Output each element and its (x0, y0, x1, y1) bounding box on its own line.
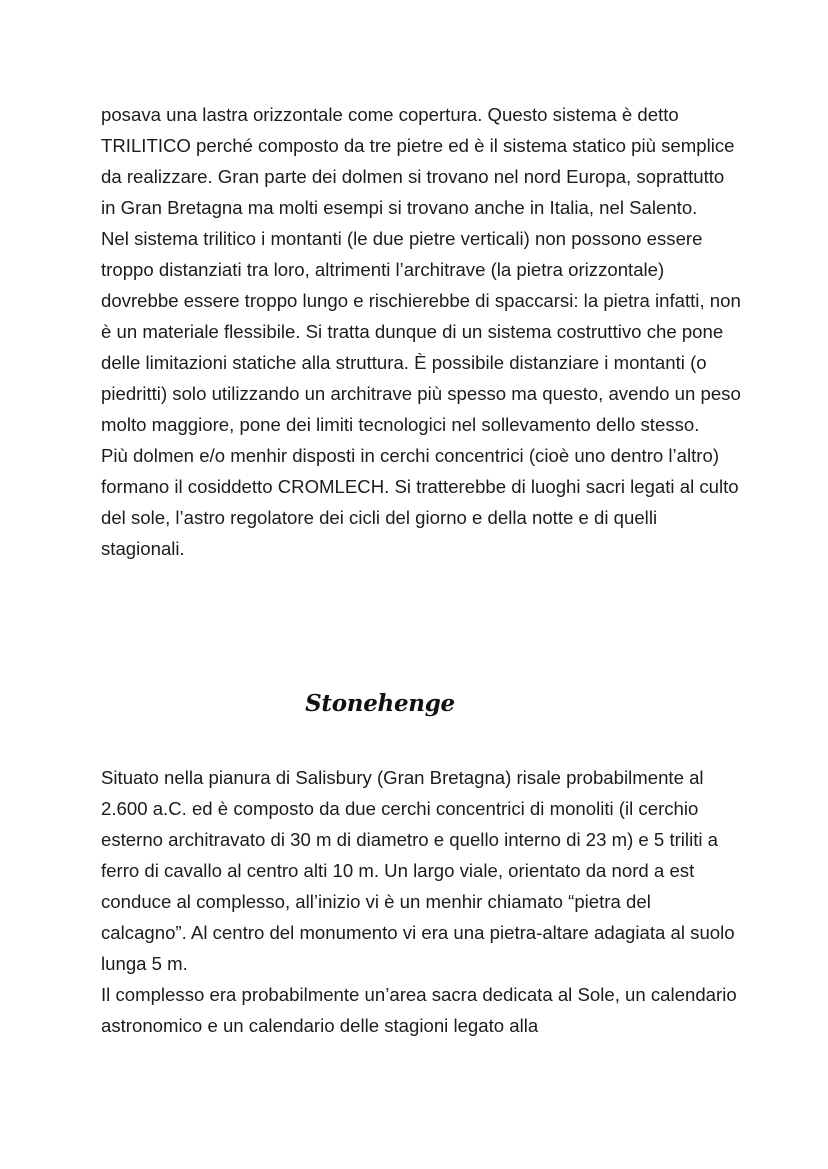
stonehenge-text-block (101, 762, 741, 1041)
paragraph-montanti: Nel sistema trilitico i montanti (le due pietre verticali) non possono essere troppo distanziati tra loro, altrimenti l’architrave (la pietra orizzontale) dovrebbe essere troppo lungo e rischierebbe di spaccarsi: la pietra infatti, non è un materiale flessibile. Si tratta dunque di un sistema costruttivo che pone delle limitazioni statiche alla struttura. È possibile distanziare i montanti (o piedritti) solo utilizzando un architrave più spesso ma questo, avendo un peso molto maggiore, pone dei limiti tecnologici nel sollevamento dello stesso. (101, 228, 741, 435)
paragraph-stonehenge-purpose: Il complesso era probabilmente un’area sacra dedicata al Sole, un calendario astronomico e un calendario delle stagioni legato alla (101, 984, 737, 1036)
paragraph-trilitico: posava una lastra orizzontale come copertura. Questo sistema è detto TRILITICO perché composto da tre pietre ed è il sistema statico più semplice da realizzare. Gran parte dei dolmen si trovano nel nord Europa, soprattutto in Gran Bretagna ma molti esempi si trovano anche in Italia, nel Salento. (101, 104, 735, 218)
paragraph-cromlech: Più dolmen e/o menhir disposti in cerchi concentrici (cioè uno dentro l’altro) formano il cosiddetto CROMLECH. Si tratterebbe di luoghi sacri legati al culto del sole, l’astro regolatore dei cicli del giorno e della notte e di quelli stagionali. (101, 445, 739, 559)
intro-text-block (101, 99, 741, 564)
section-title: Stonehenge (305, 690, 455, 717)
paragraph-stonehenge-description: Situato nella pianura di Salisbury (Gran Bretagna) risale probabilmente al 2.600 a.C. ed è composto da due cerchi concentrici di monoliti (il cerchio esterno architravato di 30 m di diametro e quello interno di 23 m) e 5 triliti a ferro di cavallo al centro alti 10 m. Un largo viale, orientato da nord a est conduce al complesso, all’inizio vi è un menhir chiamato “pietra del calcagno”. Al centro del monumento vi era una pietra-altare adagiata al suolo lunga 5 m. (101, 767, 735, 974)
